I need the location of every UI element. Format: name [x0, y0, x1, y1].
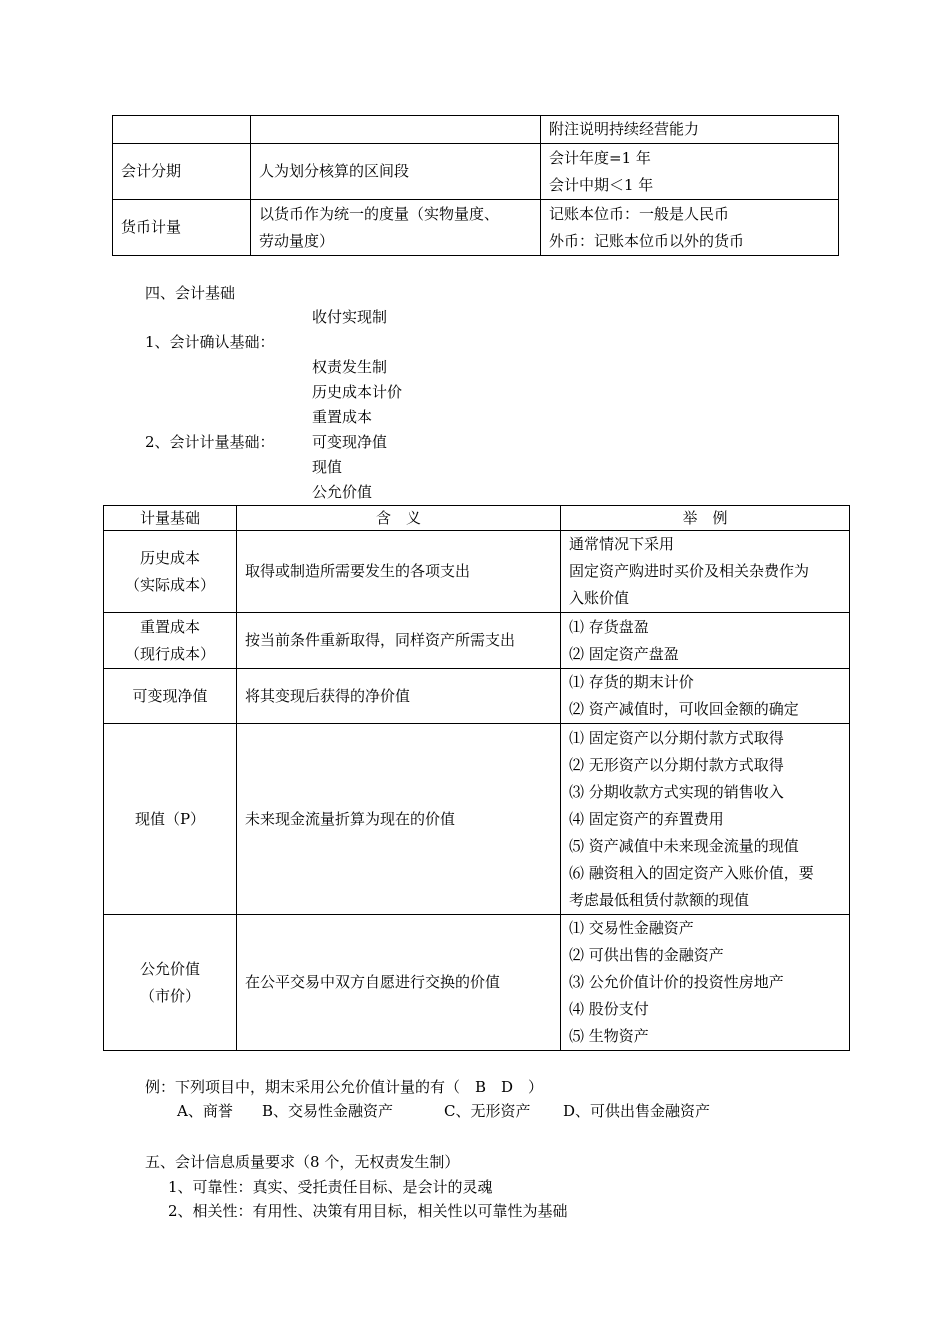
table-cell: [251, 200, 541, 256]
basis-cell: [104, 915, 237, 1051]
cell-line: ⑷ 股份支付: [569, 1000, 649, 1018]
meaning-cell: 取得或制造所需要发生的各项支出: [237, 531, 561, 613]
table-row: [113, 144, 839, 200]
cell-line: 考虑最低租赁付款额的现值: [569, 890, 750, 909]
examples-cell: [561, 613, 850, 669]
recognition-item: 权责发生制: [312, 358, 388, 376]
examples-cell: [561, 531, 850, 613]
column-header: 含 义: [237, 506, 561, 531]
meaning-cell: 在公平交易中双方自愿进行交换的价值: [237, 915, 561, 1051]
cell-line: ⑶ 分期收款方式实现的销售收入: [569, 782, 784, 801]
table-cell: 人为划分核算的区间段: [251, 144, 541, 200]
cell-line: ⑵ 固定资产盘盈: [569, 644, 679, 663]
cell-line: 会计年度=1 年: [549, 148, 651, 167]
cell-line: 固定资产购进时买价及相关杂费作为: [569, 562, 810, 580]
example-question: 例：下列项目中，期末采用公允价值计量的有（ B D ）: [145, 1078, 544, 1096]
measurement-item: 历史成本计价: [312, 383, 403, 401]
table-cell: 货币计量: [113, 200, 251, 256]
table-cell: 会计分期: [113, 144, 251, 200]
table-cell: [251, 116, 541, 144]
cell-line: 入账价值: [569, 589, 630, 607]
cell-line: （现行成本）: [124, 644, 215, 663]
meaning-cell: 将其变现后获得的净价值: [237, 669, 561, 724]
cell-line: 通常情况下采用: [569, 535, 675, 553]
cell-line: ⑵ 可供出售的金融资产: [569, 946, 724, 964]
cell-line: 公允价值: [139, 959, 200, 978]
cell-line: ⑴ 存货的期末计价: [569, 673, 694, 691]
measurement-table: [103, 505, 850, 1051]
examples-cell: [561, 915, 850, 1051]
basis-cell: 现值（P）: [104, 724, 237, 915]
column-header: 举 例: [561, 506, 850, 531]
table-cell: [541, 200, 839, 256]
cell-line: ⑴ 存货盘盈: [569, 617, 649, 636]
basis-cell: [104, 531, 237, 613]
column-header: 计量基础: [104, 506, 237, 531]
cell-line: 重置成本: [139, 617, 200, 636]
cell-line: ⑵ 无形资产以分期付款方式取得: [569, 755, 784, 774]
meaning-cell: 未来现金流量折算为现在的价值: [237, 724, 561, 915]
cell-line: ⑹ 融资租入的固定资产入账价值，要: [569, 863, 814, 882]
example-option: D、可供出售金融资产: [563, 1102, 711, 1120]
table-row: [104, 531, 850, 613]
table-row: [104, 915, 850, 1051]
table-row: [104, 613, 850, 669]
table-row: [104, 724, 850, 915]
cell-line: ⑴ 固定资产以分期付款方式取得: [569, 728, 784, 747]
measurement-item: 重置成本: [312, 408, 373, 426]
cell-line: 以货币作为统一的度量（实物量度、: [259, 204, 500, 223]
table-row: [113, 200, 839, 256]
meaning-cell: 按当前条件重新取得，同样资产所需支出: [237, 613, 561, 669]
examples-cell: [561, 724, 850, 915]
cell-line: （实际成本）: [124, 575, 215, 594]
recognition-label: 1、会计确认基础：: [145, 333, 275, 351]
example-option: C、无形资产: [444, 1102, 531, 1120]
recognition-item: 收付实现制: [312, 308, 388, 326]
table-row: [113, 116, 839, 144]
cell-line: ⑸ 资产减值中未来现金流量的现值: [569, 836, 799, 855]
measurement-item: 可变现净值: [312, 433, 388, 451]
cell-line: 外币：记账本位币以外的货币: [549, 231, 745, 250]
basis-cell: 可变现净值: [104, 669, 237, 724]
measurement-label: 2、会计计量基础：: [145, 433, 275, 451]
table-cell: [113, 116, 251, 144]
table-header-row: [104, 506, 850, 531]
cell-line: 历史成本: [139, 548, 200, 567]
cell-line: （市价）: [139, 986, 200, 1005]
cell-line: ⑸ 生物资产: [569, 1027, 649, 1045]
example-option: A、商誉: [177, 1102, 233, 1120]
cell-line: ⑴ 交易性金融资产: [569, 919, 694, 937]
table-cell: [541, 144, 839, 200]
quality-item: 1、可靠性：真实、受托责任目标、是会计的灵魂: [168, 1178, 493, 1196]
top-table: [112, 115, 839, 256]
section-5-title: 五、会计信息质量要求（8 个，无权责发生制）: [145, 1153, 460, 1171]
table-cell: 附注说明持续经营能力: [541, 116, 839, 144]
measurement-item: 现值: [312, 458, 343, 476]
cell-line: 劳动量度）: [259, 231, 335, 250]
measurement-item: 公允价值: [312, 483, 373, 501]
cell-line: 会计中期＜1 年: [549, 175, 654, 194]
cell-line: ⑷ 固定资产的弃置费用: [569, 809, 724, 828]
quality-item: 2、相关性：有用性、决策有用目标，相关性以可靠性为基础: [168, 1202, 568, 1220]
example-option: B、交易性金融资产: [262, 1102, 394, 1120]
cell-line: ⑶ 公允价值计价的投资性房地产: [569, 973, 784, 991]
cell-line: 记账本位币：一般是人民币: [549, 204, 730, 223]
basis-cell: [104, 613, 237, 669]
section-4-title: 四、会计基础: [145, 284, 236, 302]
table-row: [104, 669, 850, 724]
cell-line: ⑵ 资产减值时，可收回金额的确定: [569, 700, 799, 718]
examples-cell: [561, 669, 850, 724]
